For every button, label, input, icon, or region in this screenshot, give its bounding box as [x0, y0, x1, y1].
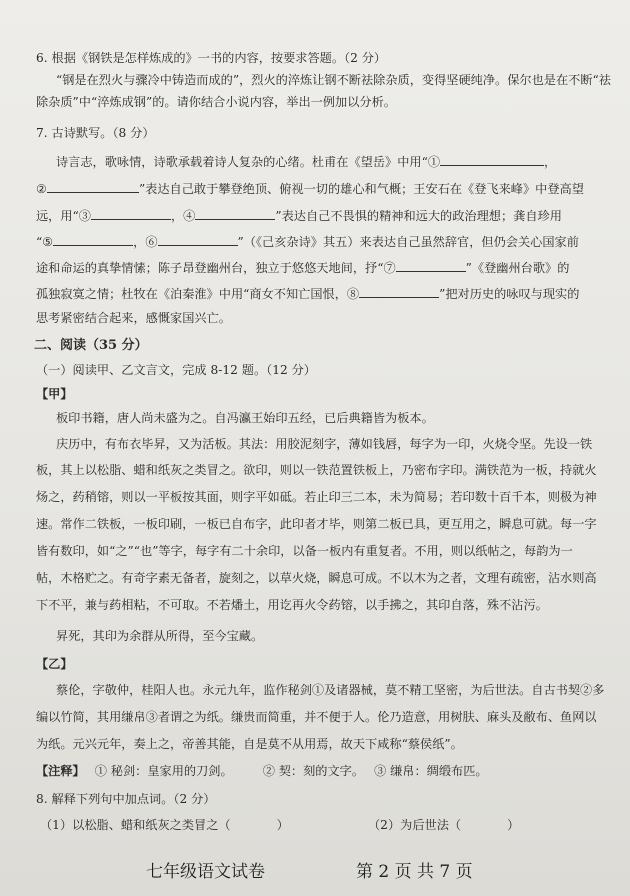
note-item: ② 契：刻的文字。: [262, 764, 365, 778]
q8-item-text: （1）以松脂、蜡和纸灰之类冒之（: [40, 818, 231, 832]
answer-blank-6[interactable]: [158, 233, 238, 246]
note-item: ① 秘剑：皇家用的刀剑。: [94, 764, 233, 778]
q7-text: 途和命运的真挚情愫；陈子昂登幽州台，独立于悠悠天地间，抒“⑦: [36, 261, 396, 275]
passage-jia-text: 皆有数印，如“之”“也”等字，每字有二十余印，以备一板内有重复者。不用，则以纸帖之，每韵为一: [36, 544, 573, 558]
passage-yi-label: 【乙】: [36, 657, 73, 671]
answer-blank-2[interactable]: [47, 180, 139, 193]
answer-blank-8[interactable]: [359, 285, 439, 298]
answer-blank-5[interactable]: [53, 233, 133, 246]
passage-yi-text: 为纸。元兴元年，奏上之，帝善其能，自是莫不从用焉，故天下咸称“蔡侯纸”。: [36, 737, 463, 751]
q7-text: 远，用“③: [36, 209, 91, 223]
passage-jia-text: 帖，木格贮之。有奇字素无备者，旋刻之，以草火烧，瞬息可成。不以木为之者，文理有疏密，沾水则高: [36, 571, 597, 585]
q7-title: 7. 古诗默写。（8 分）: [36, 126, 155, 140]
q7-text: 诗言志，歌咏情，诗歌承载着诗人复杂的心绪。杜甫在《望岳》中用“①: [56, 155, 441, 169]
q7-text: 孤独寂寞之情；杜牧在《泊秦淮》中用“商女不知亡国恨，⑧: [36, 287, 360, 301]
q7-text: ”把对历史的咏叹与现实的: [439, 287, 580, 301]
q7-line: [36, 180, 584, 197]
q7-text: ，⑥: [133, 235, 158, 249]
passage-jia-text: 下不平，兼与药相粘，不可取。不若燔土，用讫再火令药镕，以手拂之，其印自落，殊不沾污。: [36, 598, 548, 612]
passage-jia-text: 板，其上以松脂、蜡和纸灰之类冒之。欲印，则以一铁范置铁板上，乃密布字印。满铁范为一板，持就火: [36, 463, 597, 477]
q7-line: [36, 207, 562, 224]
q7-text: ，: [544, 155, 557, 169]
passage-yi-text: 编以竹简，其用缣帛③者谓之为纸。缣贵而简重，并不便于人。伦乃造意，用树肤、麻头及敝布、鱼网以: [36, 710, 597, 724]
q7-line: [36, 259, 569, 276]
q8-item-paren: ）: [276, 818, 289, 832]
answer-blank-7[interactable]: [396, 259, 466, 272]
passage-jia-text: 庆历中，有布衣毕昇，又为活板。其法：用胶泥刻字，薄如钱唇，每字为一印，火烧令坚。先设一铁: [56, 437, 593, 451]
notes-label: 【注释】: [36, 764, 85, 778]
q7-text: ，④: [170, 209, 196, 223]
q8-item-paren: ）: [507, 818, 520, 832]
passage-jia-label: 【甲】: [36, 387, 73, 401]
q7-text: “⑤: [36, 235, 54, 249]
note-item: ③ 缣帛：绸缎布匹。: [374, 764, 488, 778]
passage-jia-text: 炀之，药稍镕，则以一平板按其面，则字平如砥。若止印三二本，未为简易；若印数十百千本，则极为神: [36, 490, 597, 504]
q7-text: ”表达自己敢于攀登绝顶、俯视一切的雄心和气概；王安石在《登飞来峰》中登高望: [138, 182, 584, 196]
q8-item-text: （2）为后世法（: [368, 818, 462, 832]
q7-text: ②: [36, 182, 47, 196]
passage-jia-text: 昇死，其印为余群从所得，至今宝藏。: [56, 629, 264, 643]
q7-line: [36, 285, 579, 302]
q8-item-1: [40, 817, 289, 833]
footer-page-number: 第 2 页 共 7 页: [356, 862, 473, 882]
q7-text: 思考紧密结合起来，感慨家国兴亡。: [36, 311, 231, 325]
answer-blank-3[interactable]: [91, 207, 171, 220]
footer-exam-name: 七年级语文试卷: [146, 862, 265, 882]
q7-text: ”表达自己不畏惧的精神和远大的政治理想；龚自珍用: [275, 209, 562, 223]
q7-line: [36, 233, 579, 250]
q6-text: “钢是在烈火与骤冷中铸造而成的”，烈火的淬炼让钢不断祛除杂质，变得坚硬纯净。保尔也是在不断“祛: [56, 73, 611, 87]
reading-instruction: （一）阅读甲、乙文言文，完成 8-12 题。（12 分）: [36, 363, 316, 377]
answer-blank-1[interactable]: [440, 153, 544, 166]
q6-text: 除杂质”中“淬炼成钢”的。请你结合小说内容，举出一例加以分析。: [36, 95, 396, 109]
notes: [36, 763, 488, 779]
q8-title: 8. 解释下列句中加点词。（2 分）: [36, 792, 216, 806]
answer-blank-4[interactable]: [195, 207, 275, 220]
passage-jia-text: 速。常作二铁板，一板印刷，一板已自布字，此印者才毕，则第二板已具，更互用之，瞬息可就。每一字: [36, 517, 597, 531]
passage-yi-text: 蔡伦，字敬仲，桂阳人也。永元九年，监作秘剑①及诸器械，莫不精工坚密，为后世法。自古书契②多: [56, 683, 605, 697]
q7-line: [56, 153, 556, 170]
q7-text: ”《登幽州台歌》的: [465, 261, 570, 275]
passage-jia-text: 板印书籍，唐人尚未盛为之。自冯瀛王始印五经，已后典籍皆为板本。: [56, 411, 434, 425]
q6-title: 6. 根据《钢铁是怎样炼成的》一书的内容，按要求答题。（2 分）: [36, 51, 387, 65]
section-heading: 二、阅读（35 分）: [34, 338, 148, 353]
q7-text: ”（《己亥杂诗》其五）来表达自己虽然辞官，但仍会关心国家前: [237, 235, 579, 249]
q8-item-2: [368, 817, 519, 833]
